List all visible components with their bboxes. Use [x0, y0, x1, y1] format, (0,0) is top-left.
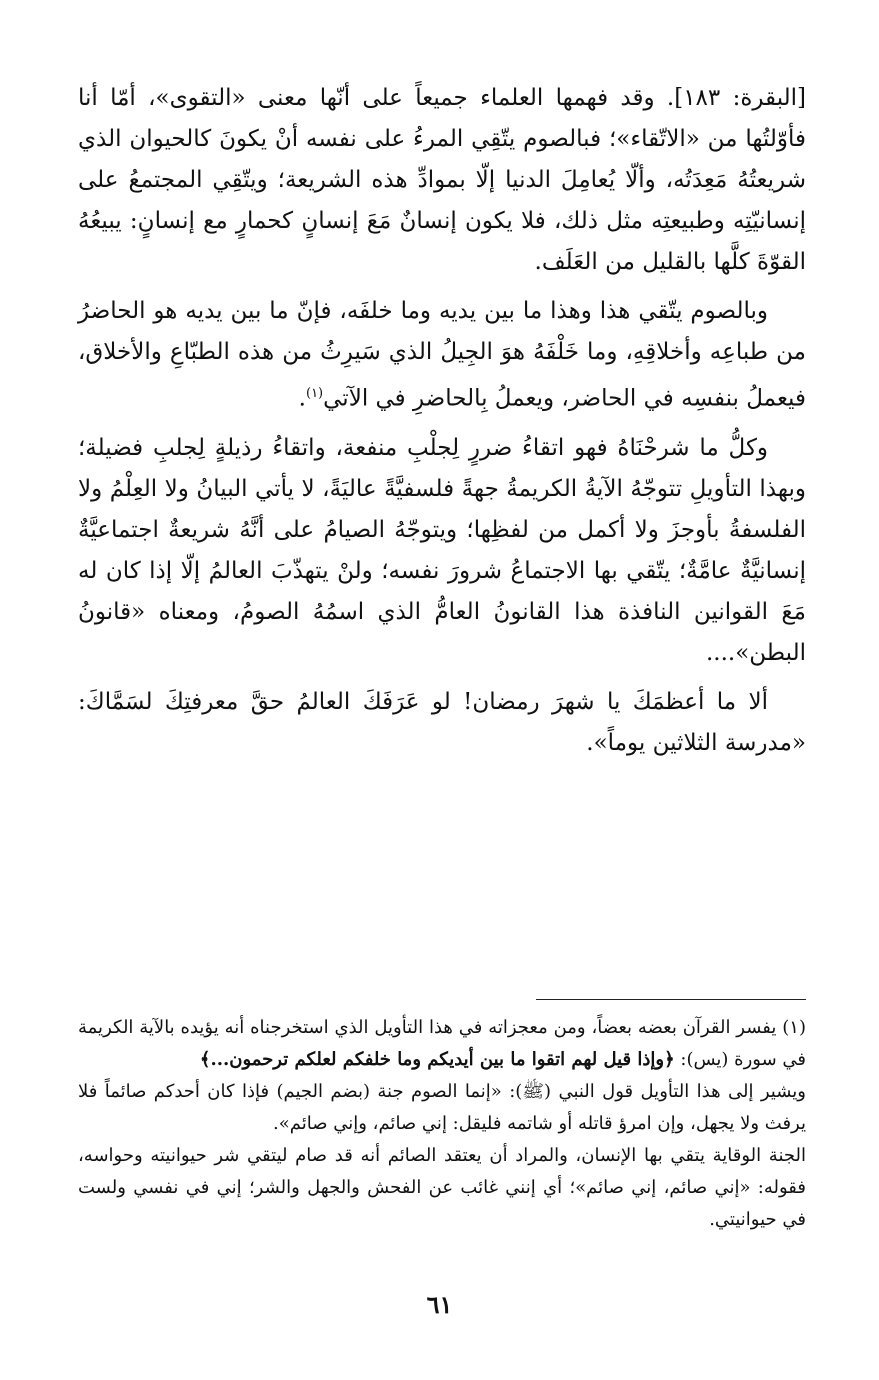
paragraph-3: وكلُّ ما شرحْنَاهُ فهو اتقاءُ ضررٍ لِجلْبِ منفعة، واتقاءُ رذيلةٍ لِجلبِ فضيلة؛ وبهذا التأويلِ تتوجّهُ الآيةُ الكريمةُ جهةً فلسفيَّةً عاليَةً، لا يأتي البيانُ ولا العِلْمُ ولا الفلسفةُ بأوجزَ ولا أكمل من لفظِها؛ ويتوجّهُ الصيامُ على أنَّهُ شريعةٌ اجتماعيَّةٌ إنسانيَّةٌ عامَّةٌ؛ يتّقي بها الاجتماعُ شرورَ نفسه؛ ولنْ يتهذّبَ العالمُ إلّا إذا كان له مَعَ القوانين النافذة هذا القانونُ العامُّ الذي اسمُهُ الصومُ، ومعناه «قانونُ البطن»....: [78, 434, 806, 666]
paragraph-2-end: .: [298, 385, 306, 412]
paragraph-2: [78, 291, 806, 420]
footnote-explanation: الجنة الوقاية يتقي بها الإنسان، والمراد أن يعتقد الصائم أنه قد صام ليتقي شر حيوانيته وحواسه، فقوله: «إني صائم، إني صائم»؛ أي إنني غائب عن الفحش والجهل والشر؛ إني في نفسي ولست في حيوانيتي.: [78, 1145, 806, 1230]
footnote-quran-quote: ﴿وإذا قيل لهم اتقوا ما بين أيديكم وما خلفكم لعلكم ترحمون...﴾: [199, 1049, 675, 1070]
footnotes-section: [78, 1012, 806, 1236]
paragraph-1: [البقرة: ١٨٣]. وقد فهمها العلماء جميعاً على أنّها معنى «التقوى»، أمّا أنا فأوّلتُها من «الاتّقاء»؛ فبالصوم يتّقِي المرءُ على نفسه أنْ يكونَ كالحيوان الذي شريعتُهُ مَعِدَتُه، وألّا يُعامِلَ الدنيا إلّا بموادِّ هذه الشريعة؛ ويتّقِي المجتمعُ على إنسانيّتِه وطبيعتِه مثل ذلك، فلا يكون إنسانٌ مَعَ إنسانٍ كحمارٍ مع إنسانٍ: يبيعُهُ القوّةَ كلَّها بالقليل من العَلَف.: [78, 85, 807, 275]
footnote-hadith: ويشير إلى هذا التأويل قول النبي (ﷺ): «إنما الصوم جنة (بضم الجيم) فإذا كان أحدكم صائماً فلا يرفث ولا يجهل، وإن امرؤ قاتله أو شاتمه فليقل: إني صائم، وإني صائم».: [78, 1081, 806, 1134]
paragraph-2-text: وبالصوم يتّقي هذا وهذا ما بين يديه وما خلفَه، فإنّ ما بين يديه هو الحاضرُ من طباعِه وأخلاقِهِ، وما خَلْفَهُ هوَ الجِيلُ الذي سَيرِثُ من هذه الطبّاعِ والأخلاق، فيعملُ بنفسِه في الحاضر، ويعملُ بِالحاضرِ في الآتي: [78, 298, 806, 412]
footnote-divider: [536, 999, 806, 1000]
page-number: ٦١: [426, 1290, 453, 1319]
footnote-reference: (١): [305, 386, 324, 401]
main-text-body: [78, 78, 806, 772]
paragraph-4: ألا ما أعظمَكَ يا شهرَ رمضان! لو عَرَفَكَ العالمُ حقَّ معرفتِكَ لسَمَّاكَ: «مدرسة الثلاثين يوماً».: [78, 688, 806, 756]
footnote-1-text: (١) يفسر القرآن بعضه بعضاً، ومن معجزاته في هذا التأويل الذي استخرجناه أنه يؤيده بالآية الكريمة في سورة (يس):: [78, 1017, 806, 1070]
footnote-1: [78, 1012, 806, 1076]
